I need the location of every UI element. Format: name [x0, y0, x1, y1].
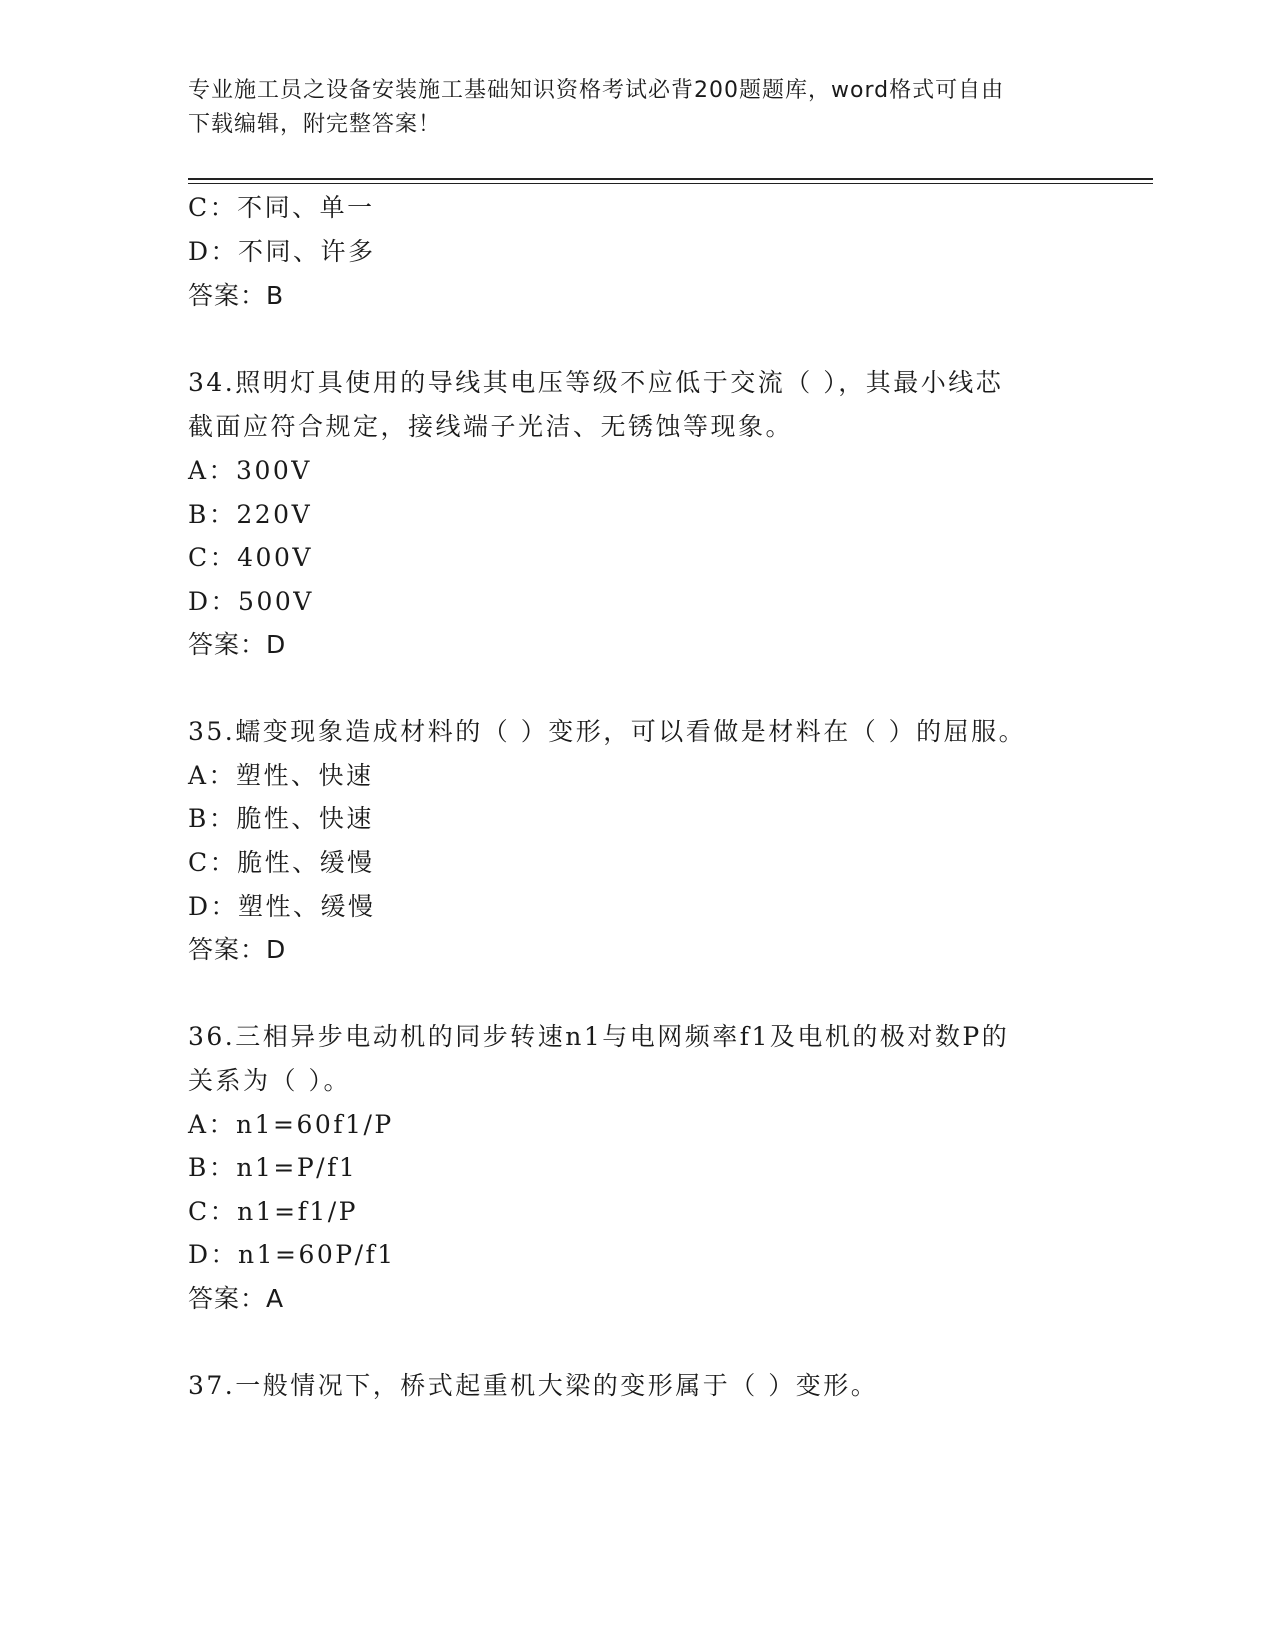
- header-line-1: 专业施工员之设备安装施工基础知识资格考试必背200题题库，word格式可自由: [188, 78, 1005, 103]
- answer-q36: 答案：A: [188, 1284, 285, 1313]
- option-b-q34: B：220V: [188, 500, 313, 529]
- answer-q33: 答案：B: [188, 281, 285, 310]
- option-a-q35: A：塑性、快速: [188, 761, 374, 790]
- option-c-q34: C：400V: [188, 543, 313, 572]
- question-34-line-2: 截面应符合规定，接线端子光洁、无锈蚀等现象。: [188, 412, 794, 441]
- question-35: 35.蠕变现象造成材料的（ ）变形，可以看做是材料在（ ）的屈服。: [188, 717, 1027, 746]
- document-header: [188, 74, 1088, 142]
- question-37: 37.一般情况下，桥式起重机大梁的变形属于（ ）变形。: [188, 1371, 879, 1400]
- option-d-q35: D：塑性、缓慢: [188, 892, 376, 921]
- question-34-line-1: 34.照明灯具使用的导线其电压等级不应低于交流（ ），其最小线芯: [188, 368, 1004, 397]
- option-d-q34: D：500V: [188, 587, 314, 616]
- option-c-q33: C：不同、单一: [188, 193, 375, 222]
- header-divider-thin: [188, 183, 1153, 184]
- option-d-q36: D：n1=60P/f1: [188, 1240, 396, 1269]
- question-36-line-2: 关系为（ ）。: [188, 1066, 351, 1095]
- option-b-q35: B：脆性、快速: [188, 804, 374, 833]
- option-a-q36: A：n1=60f1/P: [188, 1110, 394, 1139]
- header-divider-thick: [188, 178, 1153, 180]
- option-c-q36: C：n1=f1/P: [188, 1197, 358, 1226]
- option-c-q35: C：脆性、缓慢: [188, 848, 375, 877]
- answer-q35: 答案：D: [188, 935, 287, 964]
- answer-q34: 答案：D: [188, 630, 287, 659]
- option-b-q36: B：n1=P/f1: [188, 1153, 358, 1182]
- header-line-2: 下载编辑，附完整答案！: [188, 112, 442, 137]
- option-d-q33: D：不同、许多: [188, 237, 376, 266]
- question-36-line-1: 36.三相异步电动机的同步转速n1与电网频率f1及电机的极对数P的: [188, 1022, 1010, 1051]
- option-a-q34: A：300V: [188, 456, 312, 485]
